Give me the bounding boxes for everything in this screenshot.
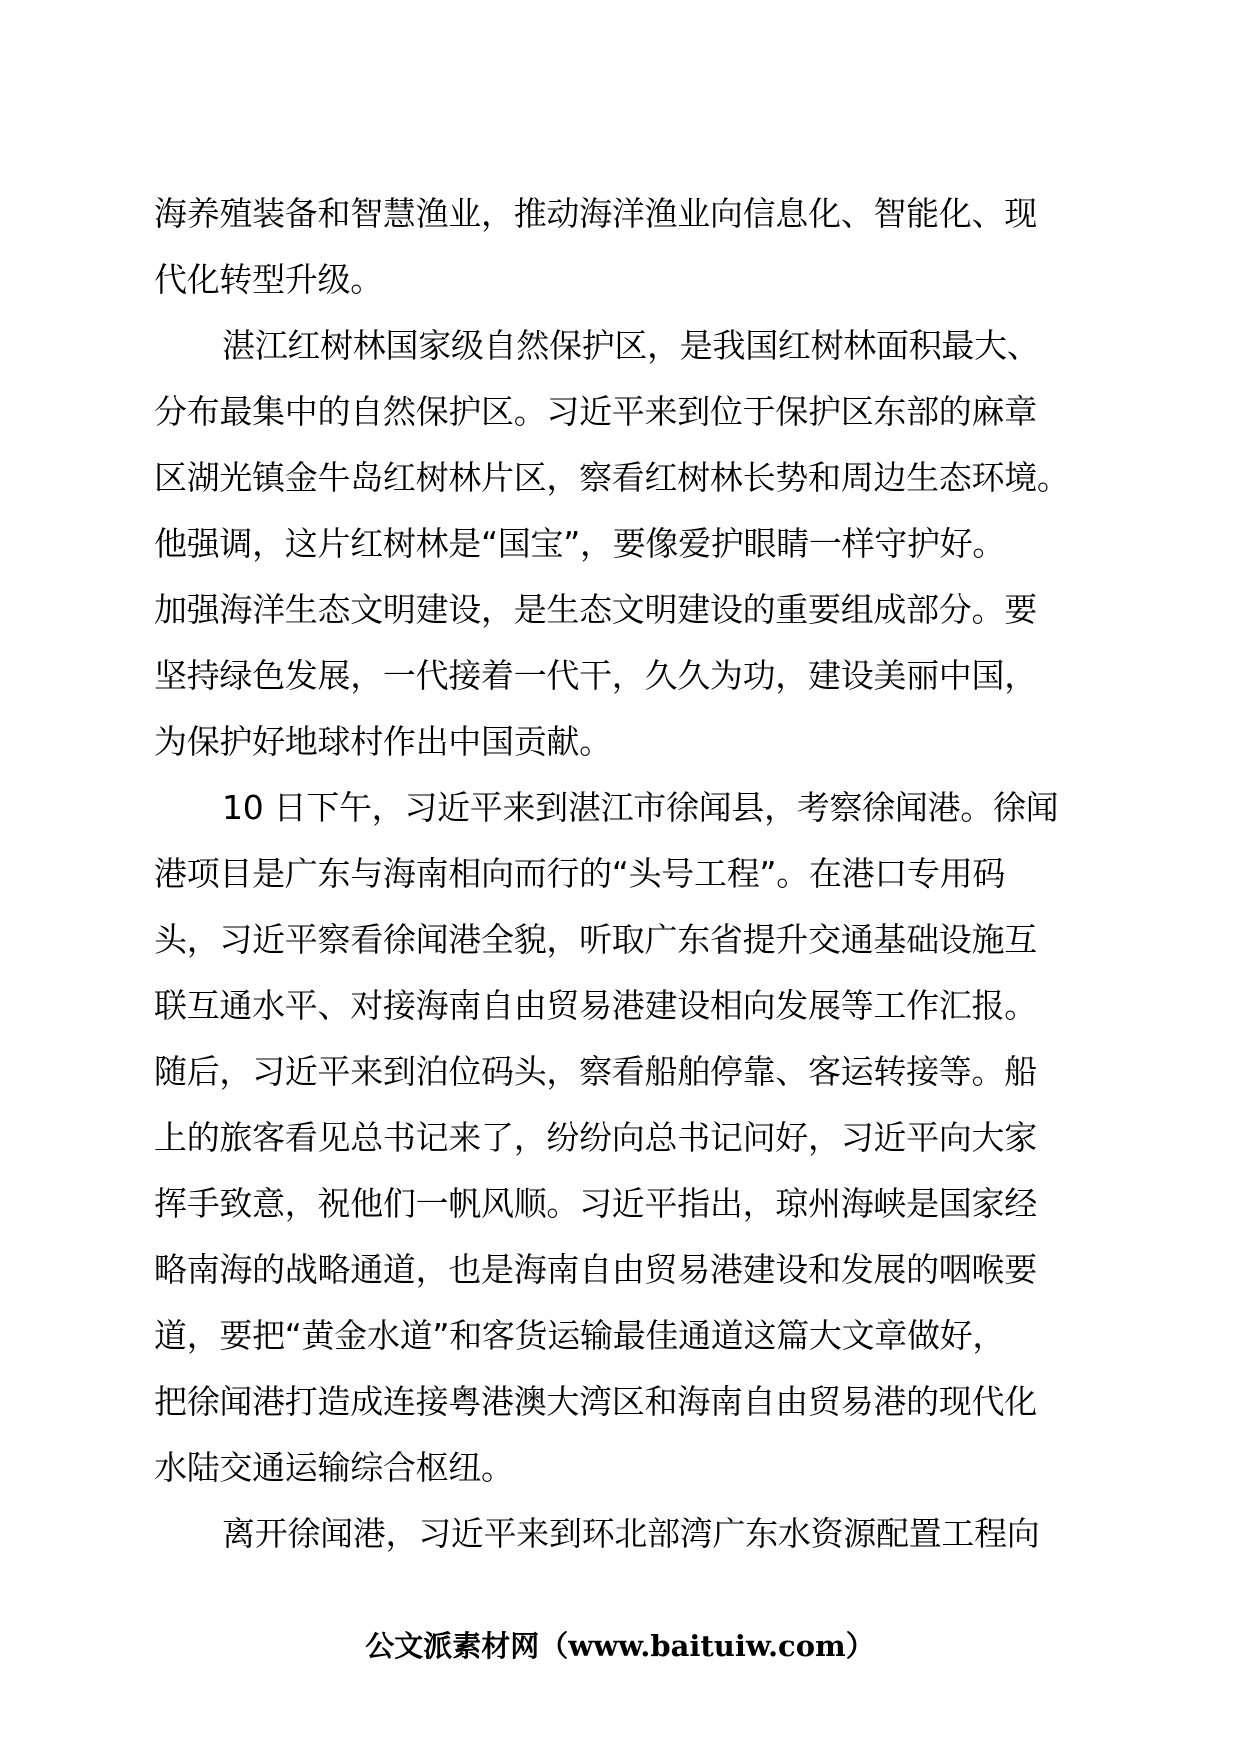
text-line: 湛江红树林国家级自然保护区，是我国红树林面积最大、 [222, 326, 1040, 365]
text-line: 挥手致意，祝他们一帆风顺。习近平指出，琼州海峡是国家经 [154, 1184, 1037, 1223]
paragraph [154, 775, 1084, 1501]
text-line: 联互通水平、对接海南自由贸易港建设相向发展等工作汇报。 [154, 986, 1037, 1025]
paragraph [154, 1501, 1084, 1567]
text-line: 区湖光镇金牛岛红树林片区，察看红树林长势和周边生态环境。 [154, 458, 1070, 497]
text-line: 水陆交通运输综合枢纽。 [154, 1448, 514, 1487]
text-line: 10 日下午，习近平来到湛江市徐闻县，考察徐闻港。徐闻 [222, 788, 1059, 827]
text-line: 上的旅客看见总书记来了，纷纷向总书记问好，习近平向大家 [154, 1118, 1037, 1157]
paragraph [154, 181, 1084, 313]
text-line: 分布最集中的自然保护区。习近平来到位于保护区东部的麻章 [154, 392, 1037, 431]
body-text [154, 181, 1084, 1567]
text-line: 港项目是广东与海南相向而行的“头号工程”。在港口专用码 [154, 854, 1006, 893]
text-line: 坚持绿色发展，一代接着一代干，久久为功，建设美丽中国， [154, 656, 1037, 695]
page-footer-watermark: 公文派素材网（www.baituiw.com） [365, 1629, 875, 1663]
text-line: 把徐闻港打造成连接粤港澳大湾区和海南自由贸易港的现代化 [154, 1382, 1037, 1421]
text-line: 头，习近平察看徐闻港全貌，听取广东省提升交通基础设施互 [154, 920, 1037, 959]
text-line: 随后，习近平来到泊位码头，察看船舶停靠、客运转接等。船 [154, 1052, 1037, 1091]
text-line: 为保护好地球村作出中国贡献。 [154, 722, 612, 761]
text-line: 略南海的战略通道，也是海南自由贸易港建设和发展的咽喉要 [154, 1250, 1037, 1289]
text-line: 代化转型升级。 [154, 260, 383, 299]
text-line: 道，要把“黄金水道”和客货运输最佳通道这篇大文章做好， [154, 1316, 1006, 1355]
text-line: 离开徐闻港，习近平来到环北部湾广东水资源配置工程向 [222, 1514, 1040, 1553]
text-line: 海养殖装备和智慧渔业，推动海洋渔业向信息化、智能化、现 [154, 194, 1037, 233]
text-line: 加强海洋生态文明建设，是生态文明建设的重要组成部分。要 [154, 590, 1037, 629]
text-line: 他强调，这片红树林是“国宝”，要像爱护眼睛一样守护好。 [154, 524, 1006, 563]
paragraph [154, 313, 1084, 775]
